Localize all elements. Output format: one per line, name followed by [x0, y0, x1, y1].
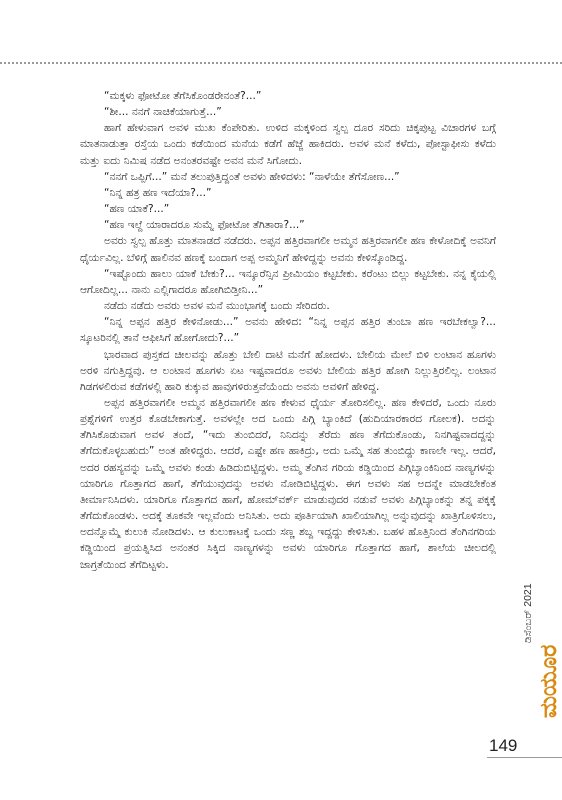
dialogue-line: “ನಿನ್ನ ಅಪ್ಪನ ಹತ್ತಿರ ಕೇಳಿನೋಡು...” ಅವನು ಹೇಳಿದ: “ನಿನ್ನ ಅಪ್ಪನ ಹತ್ತಿರ ತುಂಬಾ ಹಣ ಇರಬೇಕಲ್ವಾ?... ಸ್ಕೂಟರಿನಲ್ಲಿ ತಾನೆ ಆಫೀಸಿಗೆ ಹೋಗೋದು?...” [80, 316, 496, 345]
page-number: 149 [489, 736, 518, 755]
issue-date: ಡಿಸೆಂಬರ್ 2021 [522, 583, 534, 643]
dialogue-line: “ಹಣ ಯಾಕೆ?...” [104, 203, 170, 216]
dialogue-line: “ನನಗೆ ಒಪ್ಪಿಗೆ...” ಮನೆ ತಲುಪುತ್ತಿದ್ದಂತೆ ಅವಳು ಹೇಳಿದಳು: “ನಾಳೆಯೇ ತೆಗೆಸೋಣ...” [104, 170, 400, 183]
page-number-rule [487, 757, 562, 758]
dialogue-line: “ಮಕ್ಕಳು ಫೋಟೋ ತೆಗೆಸಿಕೊಂಡರೇನಂತೆ?...” [104, 90, 262, 102]
body-paragraph: ನಡೆದು ನಡೆದು ಅವರು ಅವಳ ಮನೆ ಮುಂಭಾಗಕ್ಕೆ ಬಂದು ಸೇರಿದರು. [104, 300, 330, 313]
body-paragraph: ಹಾಗೆ ಹೇಳುವಾಗ ಅವಳ ಮುಖ ಕೆಂಪೇರಿತು. ಉಳಿದ ಮಕ್ಕಳಿಂದ ಸ್ವಲ್ಪ ದೂರ ಸರಿದು ಚಿಕ್ಕಪುಟ್ಟ ವಿಚಾರಗಳ ಬಗ್ಗೆ ಮಾತನಾಡುತ್ತಾ ರಸ್ತೆಯ ಒಂದು ಕಡೆಯಿಂದ ಮನೆಯ ಕಡೆಗೆ ಹೆಜ್ಜೆ ಹಾಕಿದರು. ಅವಳ ಮನೆ ಕಳೆದು, ಪೋಸ್ಟಾಫೀಸು ಕಳೆದು ಮತ್ತು ಐದು ನಿಮಿಷ ನಡೆದ ಅನಂತರವಷ್ಟೇ ಅವನ ಮನೆ ಸಿಗೋದು. [80, 122, 496, 167]
dialogue-line: “ಶೀ... ನನಗೆ ನಾಚಿಕೆಯಾಗುತ್ತೆ...” [104, 106, 222, 119]
top-dotted-rule [0, 62, 562, 64]
body-paragraph: ಭಾರವಾದ ಪುಸ್ತಕದ ಚೀಲವನ್ನು ಹೊತ್ತು ಬೇಲಿ ದಾಟಿ ಮನೆಗೆ ಹೋದಳು. ಬೇಲಿಯ ಮೇಲೆ ಬಿಳಿ ಲಂಟಾನ ಹೂಗಳು ಅರಳಿ ನಗುತ್ತಿದ್ದವು. ಆ ಲಂಟಾನ ಹೂಗಳು ಏಟ ಇಷ್ಟವಾದರೂ ಅವಳು ಬೇಲಿಯ ಹತ್ತಿರ ಹೋಗಿ ನಿಲ್ಲುತ್ತಿರಲಿಲ್ಲ. ಲಂಟಾನ ಗಿಡಗಳಲಿರುವ ಕಡೆಗಳಲ್ಲಿ ಹಾರಿ ಕುಕ್ಕುವ ಹಾವುಗಳಿರುತ್ತವೆಯೆಂದು ಅವನು ಅವಳಿಗೆ ಹೇಳಿದ್ದ. [80, 348, 496, 393]
body-paragraph: ಅವರು ಸ್ವಲ್ಪ ಹೊತ್ತು ಮಾತನಾಡದೆ ನಡೆದರು. ಅಪ್ಪನ ಹತ್ತಿರವಾಗಲೀ ಅಮ್ಮನ ಹತ್ತಿರವಾಗಲೀ ಹಣ ಕೇಳೋದಿಕ್ಕೆ ಅವನಿಗೆ ಧೈರ್ಯವಿಲ್ಲ. ಬೆಳಿಗ್ಗೆ ಹಾಲಿನವ ಹಣಕ್ಕೆ ಬಂದಾಗ ಅಪ್ಪ ಅಮ್ಮನಿಗೆ ಹೇಳಿದ್ದನ್ನು ಅವನು ಕೇಳಿಸ್ಕೊಂಡಿದ್ದ. [80, 235, 496, 264]
magazine-name: ಮಯೂರ [536, 644, 562, 718]
dialogue-line: “ಹಣ ಇಲ್ದೆ ಯಾರಾದರೂ ಸುಮ್ನೆ ಫೋಟೋ ತೆಗಿತಾರಾ?...” [104, 219, 305, 232]
dialogue-line: “ಇಷ್ಟೊಂದು ಹಾಲು ಯಾಕೆ ಬೇಕು?... ಇನ್ಶೂರೆನ್ಸಿನ ಪ್ರೀಮಿಯಂ ಕಟ್ಟಬೇಕು. ಕರೆಂಟು ಬಿಲ್ಲು ಕಟ್ಟಬೇಕು. ನನ್ನ ಕೈಯಲ್ಲಿ ಆಗೋದಿಲ್ಲ... ನಾನು ಎಲ್ಲಿಗಾದರೂ ಹೋಗಿಬಿಡ್ತೀನಿ...” [80, 267, 496, 296]
dialogue-line: “ನಿನ್ನ ಹತ್ರ ಹಣ ಇದೆಯಾ?...” [104, 186, 212, 199]
article-body [80, 88, 496, 573]
body-paragraph: ಅಪ್ಪನ ಹತ್ತಿರವಾಗಲೀ ಅಮ್ಮನ ಹತ್ತಿರವಾಗಲೀ ಹಣ ಕೇಳುವ ಧೈರ್ಯ ತೋರಿಸಲಿಲ್ಲ. ಹಣ ಕೇಳಿದರೆ, ಒಂದು ನೂರು ಪ್ರಶ್ನೆಗಳಿಗೆ ಉತ್ತರ ಕೊಡಬೇಕಾಗುತ್ತೆ. ಅವಳಲ್ಲೇ ಅದ ಒಂದು ಪಿಗ್ಗಿ ಬ್ಯಾಂಕಿದೆ (ಹುದಿಯಾರಕಾರದ ಗೋಲಕ). ಅದನ್ನು ತೆಗಿಸಿಕೊಡುವಾಗ ಅವಳ ತಂದೆ, “ಇದು ತುಂಬಿದರೆ, ನಿನಿದನ್ನು ತೆರೆದು ಹಣ ತೆಗೆದುಕೊಂಡು, ನಿನಗಿಷ್ಟವಾದದ್ದನ್ನು ತೆಗೆದುಕೊಳ್ಳಬಹುದು” ಅಂತ ಹೇಳಿದ್ದರು. ಆದರೆ, ಎಷ್ಟೇ ಹಣ ಹಾಕಿದ್ರು, ಅದು ಒಮ್ಮೆ ಸಹ ತುಂಬಿದ್ದು ಕಾಣಲೇ ಇಲ್ಲ. ಆದರೆ, ಅದರ ರಹಸ್ಯವನ್ನು ಒಮ್ಮೆ ಅವಳು ಕಂಡು ಹಿಡಿದುಬಿಟ್ಟಿದ್ದಳು. ಅಮ್ಮ ತೆಂಗಿನ ಗರಿಯ ಕಡ್ಡಿಯಿಂದ ಪಿಗ್ಗಿಬ್ಯಾಂಕಿನಿಂದ ನಾಣ್ಯಗಳನ್ನು ಯಾರಿಗೂ ಗೊತ್ತಾಗದ ಹಾಗೆ, ತೆಗೆಯುವುದನ್ನು ಅವಳು ನೋಡಿಬಿಟ್ಟಿದ್ದಳು. ಈಗ ಅವಳು ಸಹ ಅದನ್ನೇ ಮಾಡಬೇಕೆಂತ ತೀರ್ಮಾನಿಸಿದಳು. ಯಾರಿಗೂ ಗೊತ್ತಾಗದ ಹಾಗೆ, ಹೋಮ್‌ವರ್ಕ್ ಮಾಡುವುದರ ನಡುವೆ ಅವಳು ಪಿಗ್ಗಿಬ್ಯಾಂಕನ್ನು ತನ್ನ ಪಕ್ಕಕ್ಕೆ ತೆಗೆದುಕೊಂಡಳು. ಅದಕ್ಕೆ ತೂಕವೇ ಇಲ್ಲವೆಂದು ಅನಿಸಿತು. ಅದು ಪೂರ್ತಿಯಾಗಿ ಖಾಲಿಯಾಗಿಲ್ಲ ಅನ್ನುವುದನ್ನು ಖಾತ್ರಿಗೊಳಿಸಲು, ಅದನ್ನೊಮ್ಮೆ ಕುಲುಕಿ ನೋಡಿದಳು. ಆ ಕುಲುಕಾಟಕ್ಕೆ ಒಂದು ಸಣ್ಣ ಶಬ್ದ ಇದ್ದದ್ದು ಕೇಳಿಸಿತು. ಬಹಳ ಹೊತ್ತಿನಿಂದ ತೆಂಗಿನಗರಿಯ ಕಡ್ಡಿಯಿಂದ ಪ್ರಯತ್ನಿಸಿದ ಅನಂತರ ಸಿಕ್ಕಿದ ನಾಣ್ಯಗಳನ್ನು ಅವಳು ಯಾರಿಗೂ ಗೊತ್ತಾಗದ ಹಾಗೆ, ಶಾಲೆಯ ಚೀಲದಲ್ಲಿ ಜಾಗ್ರತೆಯಿಂದ ತೆಗೆದಿಟ್ಟಳು. [80, 396, 496, 571]
